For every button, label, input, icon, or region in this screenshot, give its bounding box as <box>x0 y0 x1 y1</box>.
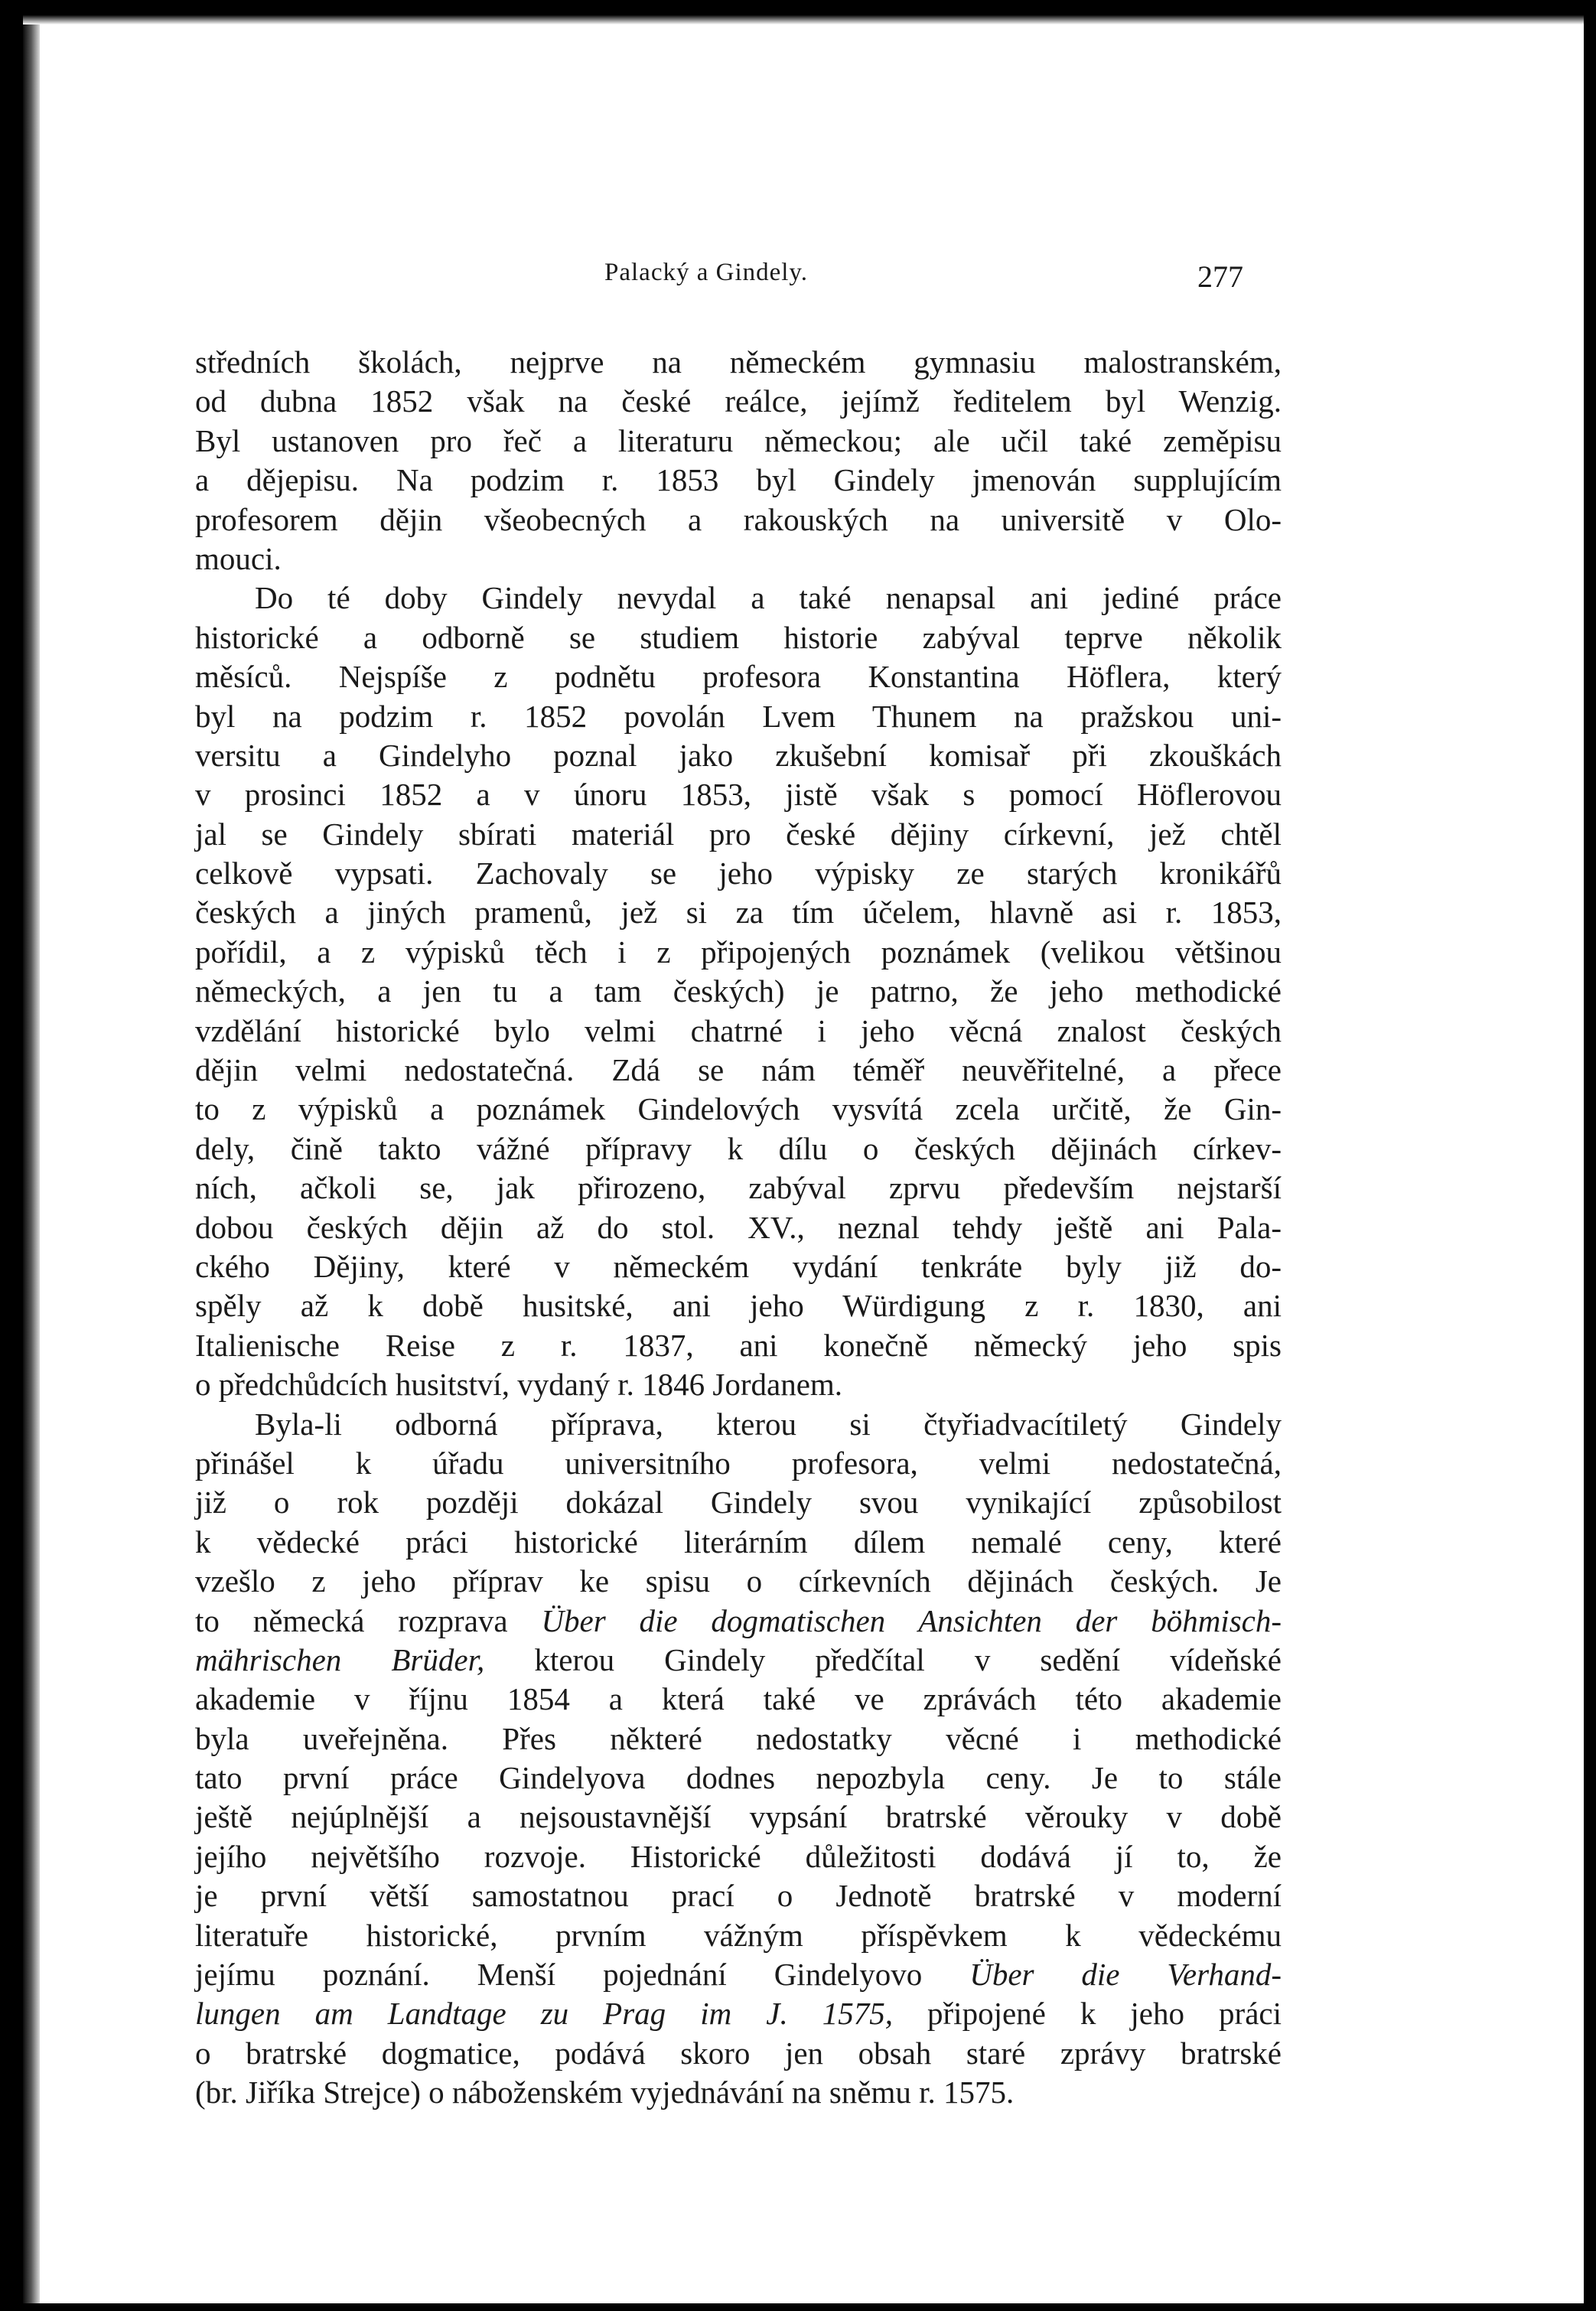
text-line <box>195 1837 1282 1876</box>
text-line <box>195 1286 1282 1325</box>
text-line <box>195 1916 1282 1955</box>
line-text: jejímu poznání. Menší pojednání Gindelyovo <box>195 1957 923 1993</box>
text-line <box>195 1523 1282 1562</box>
line-text: byl na podzim r. 1852 povolán Lvem Thunem na pražskou uni- <box>195 698 1282 734</box>
text-line <box>195 1719 1282 1759</box>
text-line <box>195 1955 1282 1994</box>
text-line <box>195 1208 1282 1247</box>
line-text: v prosinci 1852 a v únoru 1853, jistě však s pomocí Höflerovou <box>195 777 1282 813</box>
line-text: k vědecké práci historické literárním dílem nemalé ceny, které <box>195 1524 1282 1560</box>
text-line <box>195 343 1282 382</box>
line-text: to z výpisků a poznámek Gindelových vysvítá zcela určitě, že Gin- <box>195 1091 1282 1127</box>
text-line <box>195 1012 1282 1051</box>
line-text: o předchůdcích husitství, vydaný r. 1846 Jordanem. <box>195 1367 843 1403</box>
italic-title: lungen am Landtage zu Prag im J. 1575, <box>195 1996 893 2032</box>
line-text: ještě nejúplnější a nejsoustavnější vypsání bratrské věrouky v době <box>195 1799 1282 1835</box>
italic-title: Über die Verhand- <box>969 1957 1282 1993</box>
line-text: jal se Gindely sbírati materiál pro české dějiny církevní, jež chtěl <box>195 816 1282 852</box>
page-number: 277 <box>1197 259 1243 294</box>
line-text: německých, a jen tu a tam českých) je patrno, že jeho methodické <box>195 973 1282 1009</box>
text-line <box>195 1994 1282 2033</box>
body-text <box>195 343 1282 2113</box>
scan-edge-left <box>23 15 40 2303</box>
line-text: Byl ustanoven pro řeč a literaturu německou; ale učil také zeměpisu <box>195 422 1282 458</box>
text-line <box>195 2034 1282 2073</box>
line-text: Italienische Reise z r. 1837, ani konečně německý jeho spis <box>195 1327 1282 1363</box>
italic-title: Über die dogmatischen Ansichten der böhmisch- <box>541 1602 1282 1638</box>
line-text: českých a jiných pramenů, jež si za tím účelem, hlavně asi r. 1853, <box>195 895 1282 931</box>
line-text: Byla-li odborná příprava, kterou si čtyřiadvacítiletý Gindely <box>255 1406 1282 1442</box>
text-line <box>195 1169 1282 1208</box>
text-line <box>195 422 1282 461</box>
line-text: jejího největšího rozvoje. Historické důležitosti dodává jí to, že <box>195 1838 1282 1874</box>
line-text: středních školách, nejprve na německém gymnasiu malostranském, <box>195 344 1282 380</box>
text-line <box>195 2073 1282 2112</box>
text-line <box>195 1405 1282 1444</box>
text-line <box>195 972 1282 1011</box>
text-line <box>195 854 1282 893</box>
book-page <box>23 15 1584 2303</box>
line-text: pořídil, a z výpisků těch i z připojených poznámek (velikou většinou <box>195 934 1282 970</box>
line-text: dějin velmi nedostatečná. Zdá se nám téměř neuvěřitelné, a přece <box>195 1052 1282 1088</box>
italic-title: mährischen Brüder, <box>195 1641 485 1677</box>
text-line <box>195 1641 1282 1680</box>
text-line <box>195 461 1282 500</box>
line-text: akademie v říjnu 1854 a která také ve zprávách této akademie <box>195 1681 1282 1717</box>
line-text: je první větší samostatnou prací o Jednotě bratrské v moderní <box>195 1878 1282 1914</box>
line-text: kterou Gindely předčítal v sedění vídeňské <box>484 1641 1282 1677</box>
text-line <box>195 1051 1282 1090</box>
line-text: ních, ačkoli se, jak přirozeno, zabýval zprvu především nejstarší <box>195 1170 1282 1206</box>
text-line <box>195 815 1282 854</box>
line-text: literatuře historické, prvním vážným příspěvkem k vědeckému <box>195 1917 1282 1953</box>
text-line <box>195 1326 1282 1365</box>
line-text: již o rok později dokázal Gindely svou vynikající způsobilost <box>195 1485 1282 1521</box>
text-line <box>195 1876 1282 1915</box>
text-line <box>195 775 1282 814</box>
text-line <box>195 736 1282 775</box>
line-text: Do té doby Gindely nevydal a také nenapsal ani jediné práce <box>255 580 1282 616</box>
text-line <box>195 1483 1282 1522</box>
line-text: vzdělání historické bylo velmi chatrné i jeho věcná znalost českých <box>195 1012 1282 1048</box>
line-text: historické a odborně se studiem historie zabýval teprve několik <box>195 619 1282 655</box>
line-text: dely, čině takto vážné přípravy k dílu o českých dějinách církev- <box>195 1130 1282 1166</box>
line-text: celkově vypsati. Zachovaly se jeho výpisky ze starých kronikářů <box>195 856 1282 891</box>
line-text: ckého Dějiny, které v německém vydání tenkráte byly již do- <box>195 1248 1282 1284</box>
text-line <box>195 1365 1282 1404</box>
scan-edge-top <box>23 15 1584 24</box>
line-text: měsíců. Nejspíše z podnětu profesora Konstantina Höflera, který <box>195 659 1282 695</box>
text-line <box>195 382 1282 421</box>
line-text: tato první práce Gindelyova dodnes nepozbyla ceny. Je to stále <box>195 1760 1282 1796</box>
line-text: profesorem dějin všeobecných a rakouských na universitě v Olo- <box>195 501 1282 537</box>
line-text: mouci. <box>195 540 282 576</box>
line-text: to německá rozprava <box>195 1602 508 1638</box>
text-line <box>195 1602 1282 1641</box>
text-line <box>195 500 1282 539</box>
text-line <box>195 1562 1282 1601</box>
line-text: o bratrské dogmatice, podává skoro jen obsah staré zprávy bratrské <box>195 2035 1282 2071</box>
text-line <box>195 1444 1282 1483</box>
line-text: spěly až k době husitské, ani jeho Würdigung z r. 1830, ani <box>195 1288 1282 1324</box>
text-line <box>195 539 1282 579</box>
line-text: od dubna 1852 však na české reálce, jejímž ředitelem byl Wenzig. <box>195 383 1282 419</box>
text-line <box>195 579 1282 618</box>
line-text: dobou českých dějin až do stol. XV., neznal tehdy ještě ani Pala- <box>195 1209 1282 1245</box>
line-text: připojené k jeho práci <box>892 1996 1282 2032</box>
text-line <box>195 657 1282 696</box>
line-text: (br. Jiříka Strejce) o náboženském vyjednávání na sněmu r. 1575. <box>195 2075 1015 2111</box>
text-line <box>195 697 1282 736</box>
text-line <box>195 1759 1282 1798</box>
line-text: vzešlo z jeho příprav ke spisu o církevních dějinách českých. Je <box>195 1563 1282 1599</box>
text-line <box>195 1129 1282 1169</box>
text-line <box>195 1680 1282 1719</box>
text-line <box>195 1247 1282 1286</box>
line-text: a dějepisu. Na podzim r. 1853 byl Gindely jmenován supplujícím <box>195 462 1282 498</box>
line-text: versitu a Gindelyho poznal jako zkušební komisař při zkouškách <box>195 737 1282 773</box>
line-text: přinášel k úřadu universitního profesora, velmi nedostatečná, <box>195 1445 1282 1481</box>
text-line <box>195 618 1282 657</box>
text-line <box>195 1090 1282 1129</box>
line-text: byla uveřejněna. Přes některé nedostatky věcné i methodické <box>195 1720 1282 1756</box>
text-line <box>195 933 1282 972</box>
running-head: Palacký a Gindely. <box>604 259 809 286</box>
text-line <box>195 1798 1282 1837</box>
text-line <box>195 893 1282 932</box>
